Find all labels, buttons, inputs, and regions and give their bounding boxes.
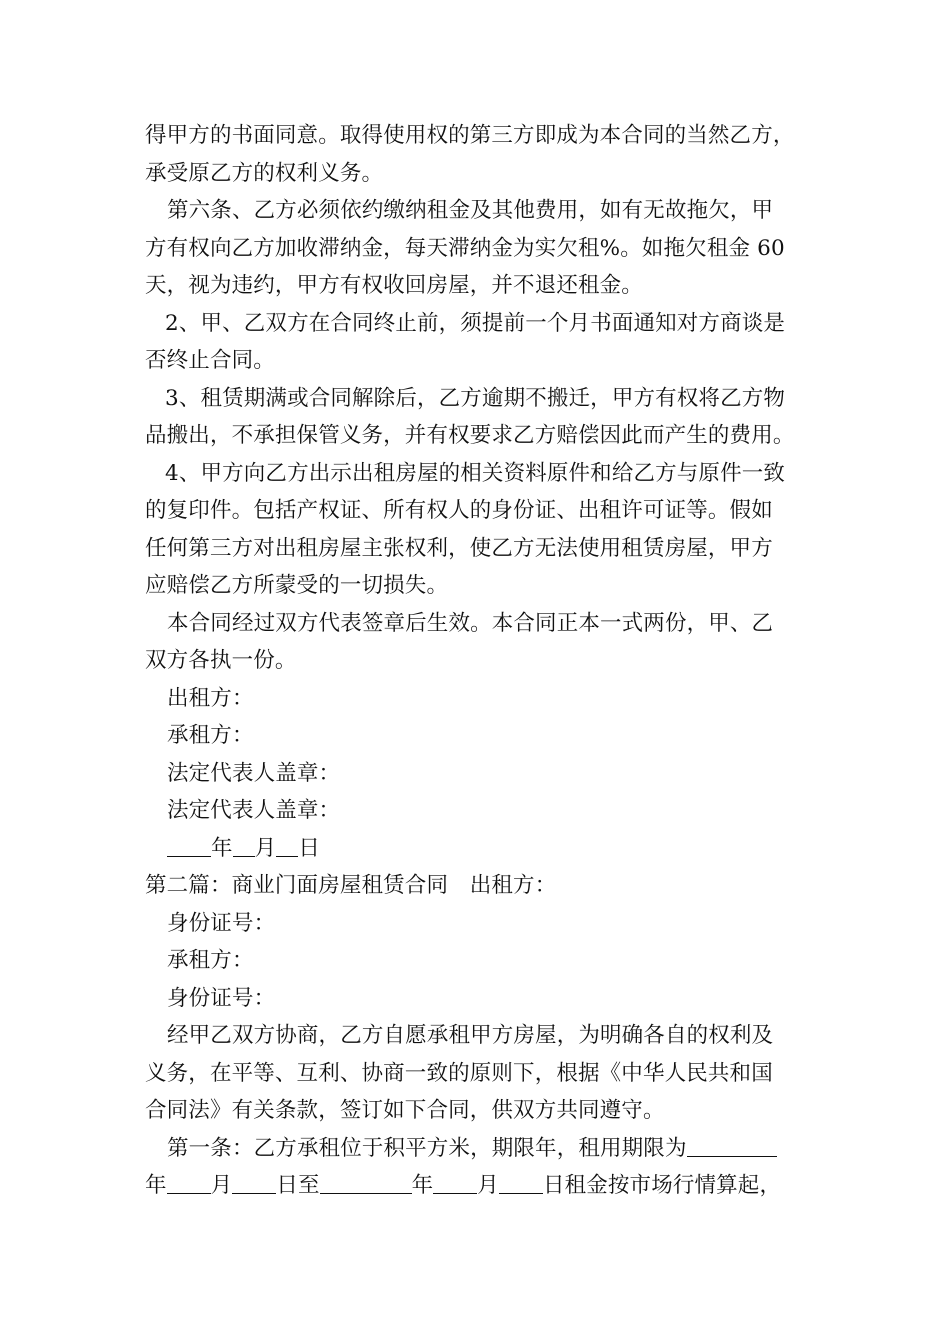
document-body	[145, 117, 825, 1205]
blank-underline	[499, 1171, 543, 1194]
article-1-text: 第一条：乙方承租位于积平方米，期限年，租用期限为	[167, 1135, 687, 1161]
article-1-line	[145, 1130, 825, 1168]
paragraph-line: 双方各执一份。	[145, 648, 297, 673]
article-1-dates-line	[145, 1167, 825, 1205]
paragraph-line: 否终止合同。	[145, 348, 275, 373]
paragraph-line: 品搬出，不承担保管义务，并有权要求乙方赔偿因此而产生的费用。	[145, 423, 795, 448]
paragraph-line: 应赔偿乙方所蒙受的一切损失。	[145, 573, 449, 598]
blank-underline	[167, 1171, 211, 1194]
blank-underline	[687, 1134, 777, 1157]
blank-underline	[433, 1171, 477, 1194]
month-label: 月	[210, 1173, 233, 1198]
paragraph-line: 义务，在平等、互利、协商一致的原则下，根据《中华人民共和国	[145, 1060, 773, 1086]
blank-underline	[167, 834, 211, 857]
id-number-label: 身份证号：	[167, 985, 276, 1011]
paragraph-line: 3、租赁期满或合同解除后，乙方逾期不搬迁，甲方有权将乙方物	[165, 385, 786, 411]
date-year-label: 年	[211, 835, 233, 861]
paragraph-line: 本合同经过双方代表签章后生效。本合同正本一式两份，甲、乙	[167, 610, 774, 636]
paragraph-line: 任何第三方对出租房屋主张权利，使乙方无法使用租赁房屋，甲方	[145, 535, 773, 561]
blank-underline	[232, 1171, 276, 1194]
date-line	[145, 830, 825, 868]
month-label: 月	[477, 1173, 499, 1198]
signature-label-legal-rep: 法定代表人盖章：	[167, 798, 341, 823]
date-month-label: 月	[254, 835, 277, 861]
section-title: 第二篇：商业门面房屋租赁合同 出租方：	[145, 873, 557, 898]
date-day-label: 日	[298, 835, 320, 861]
paragraph-line: 天，视为违约，甲方有权收回房屋，并不退还租金。	[145, 273, 643, 298]
paragraph-line: 得甲方的书面同意。取得使用权的第三方即成为本合同的当然乙方，	[145, 123, 795, 148]
year-label: 年	[411, 1173, 434, 1198]
blank-underline	[320, 1171, 412, 1194]
year-label: 年	[145, 1173, 167, 1198]
blank-underline	[276, 834, 298, 857]
article-1-tail: 日租金按市场行情算起，	[542, 1173, 782, 1198]
paragraph-line: 合同法》有关条款，签订如下合同，供双方共同遵守。	[145, 1098, 665, 1123]
signature-label-legal-rep: 法定代表人盖章：	[167, 760, 341, 786]
paragraph-line: 的复印件。包括产权证、所有权人的身份证、出租许可证等。假如	[145, 498, 773, 523]
lessee-label: 承租方：	[167, 948, 254, 973]
paragraph-line: 2、甲、乙双方在合同终止前，须提前一个月书面通知对方商谈是	[165, 310, 786, 336]
paragraph-line: 经甲乙双方协商，乙方自愿承租甲方房屋，为明确各自的权利及	[167, 1023, 774, 1048]
signature-label-lessor: 出租方：	[167, 685, 254, 711]
id-number-label: 身份证号：	[167, 910, 276, 936]
paragraph-line: 第六条、乙方必须依约缴纳租金及其他费用，如有无故拖欠，甲	[167, 198, 774, 223]
paragraph-line: 方有权向乙方加收滞纳金，每天滞纳金为实欠租%。如拖欠租金 60	[145, 235, 785, 261]
paragraph-line: 承受原乙方的权利义务。	[145, 160, 384, 186]
signature-label-lessee: 承租方：	[167, 723, 254, 748]
day-to-label: 日至	[276, 1173, 320, 1198]
blank-underline	[233, 834, 255, 857]
paragraph-line: 4、甲方向乙方出示出租房屋的相关资料原件和给乙方与原件一致	[165, 460, 786, 486]
